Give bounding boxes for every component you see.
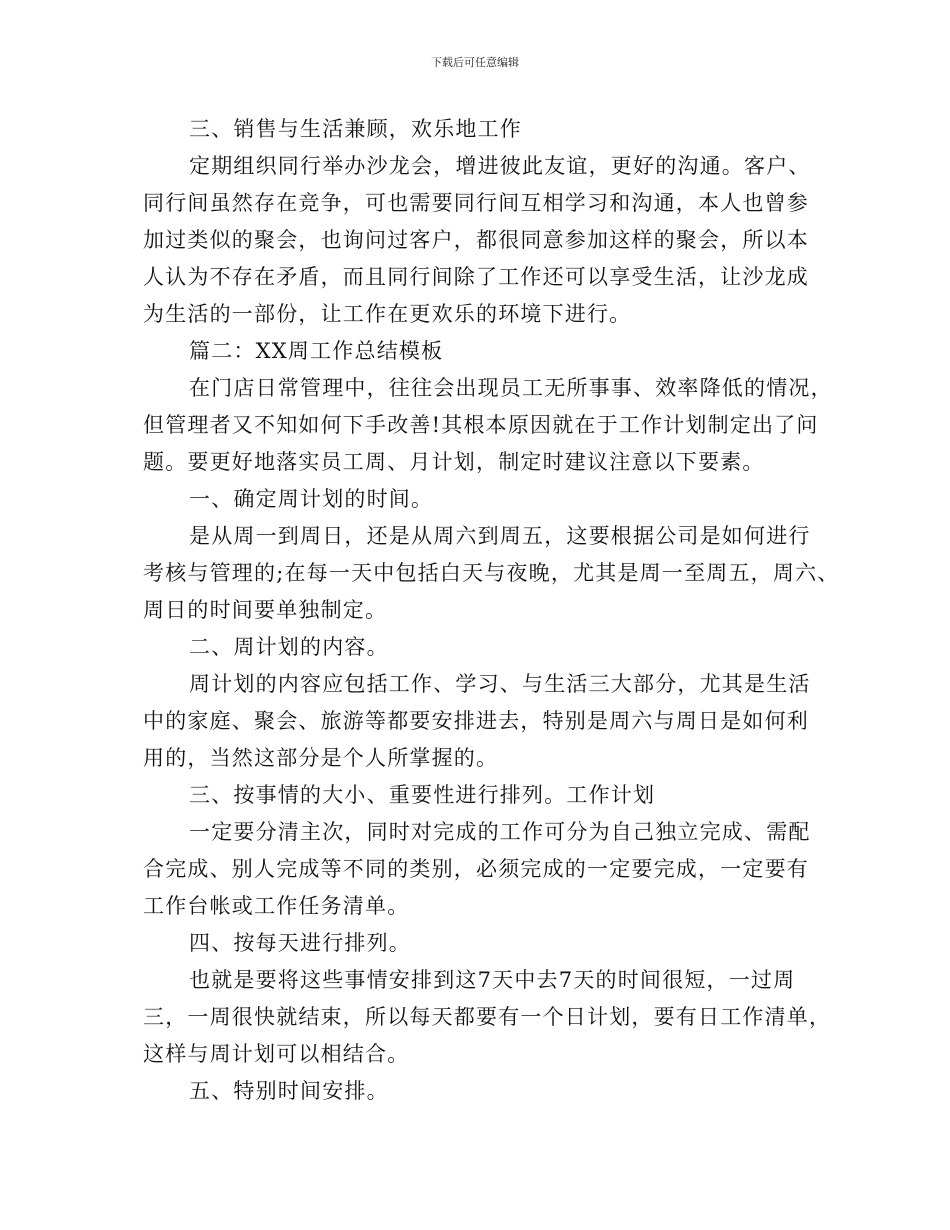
text-line: 四、按每天进行排列。 [189,931,411,955]
text-line: 为生活的一部份，让工作在更欢乐的环境下进行。 [143,302,632,326]
text-line: 同行间虽然存在竞争，可也需要同行间互相学习和沟通，本人也曾参 [143,191,809,215]
text-line: 周日的时间要单独制定。 [143,598,388,622]
text-line: 工作台帐或工作任务清单。 [143,894,410,918]
text-line: 一定要分清主次，同时对完成的工作可分为自己独立完成、需配 [189,820,811,844]
text-line: 定期组织同行举办沙龙会，增进彼此友谊，更好的沟通。客户、 [189,154,811,178]
text-line: 这样与周计划可以相结合。 [143,1042,410,1066]
text-line: 周计划的内容应包括工作、学习、与生活三大部分，尤其是生活 [189,672,811,696]
text-line: 篇二：XX周工作总结模板 [189,339,444,363]
document-body [143,111,840,1110]
text-line: 在门店日常管理中，往往会出现员工无所事事、效率降低的情况， [189,376,833,400]
text-line: 但管理者又不知如何下手改善!其根本原因就在于工作计划制定出了问 [143,413,819,437]
text-line: 考核与管理的;在每一天中包括白天与夜晚，尤其是周一至周五，周六、 [143,561,840,585]
text-line: 用的，当然这部分是个人所掌握的。 [143,746,499,770]
text-line: 合完成、别人完成等不同的类别，必须完成的一定要完成，一定要有 [143,857,809,881]
text-line: 题。要更好地落实员工周、月计划，制定时建议注意以下要素。 [143,450,765,474]
text-line: 五、特别时间安排。 [189,1079,389,1103]
text-line: 也就是要将这些事情安排到这7天中去7天的时间很短，一过周 [189,968,796,992]
text-line: 是从周一到周日，还是从周六到周五，这要根据公司是如何进行 [189,524,811,548]
text-line: 加过类似的聚会，也询问过客户，都很同意参加这样的聚会，所以本 [143,228,809,252]
text-line: 人认为不存在矛盾，而且同行间除了工作还可以享受生活，让沙龙成 [143,265,809,289]
text-line: 三，一周很快就结束，所以每天都要有一个日计划，要有日工作清单， [143,1005,832,1029]
text-line: 二、周计划的内容。 [189,635,389,659]
page-header: 下载后可任意编辑 [431,56,519,69]
text-line: 三、按事情的大小、重要性进行排列。工作计划 [189,783,656,807]
text-line: 一、确定周计划的时间。 [189,487,434,511]
text-line: 中的家庭、聚会、旅游等都要安排进去，特别是周六与周日是如何利 [143,709,809,733]
text-line: 三、销售与生活兼顾，欢乐地工作 [189,117,522,141]
